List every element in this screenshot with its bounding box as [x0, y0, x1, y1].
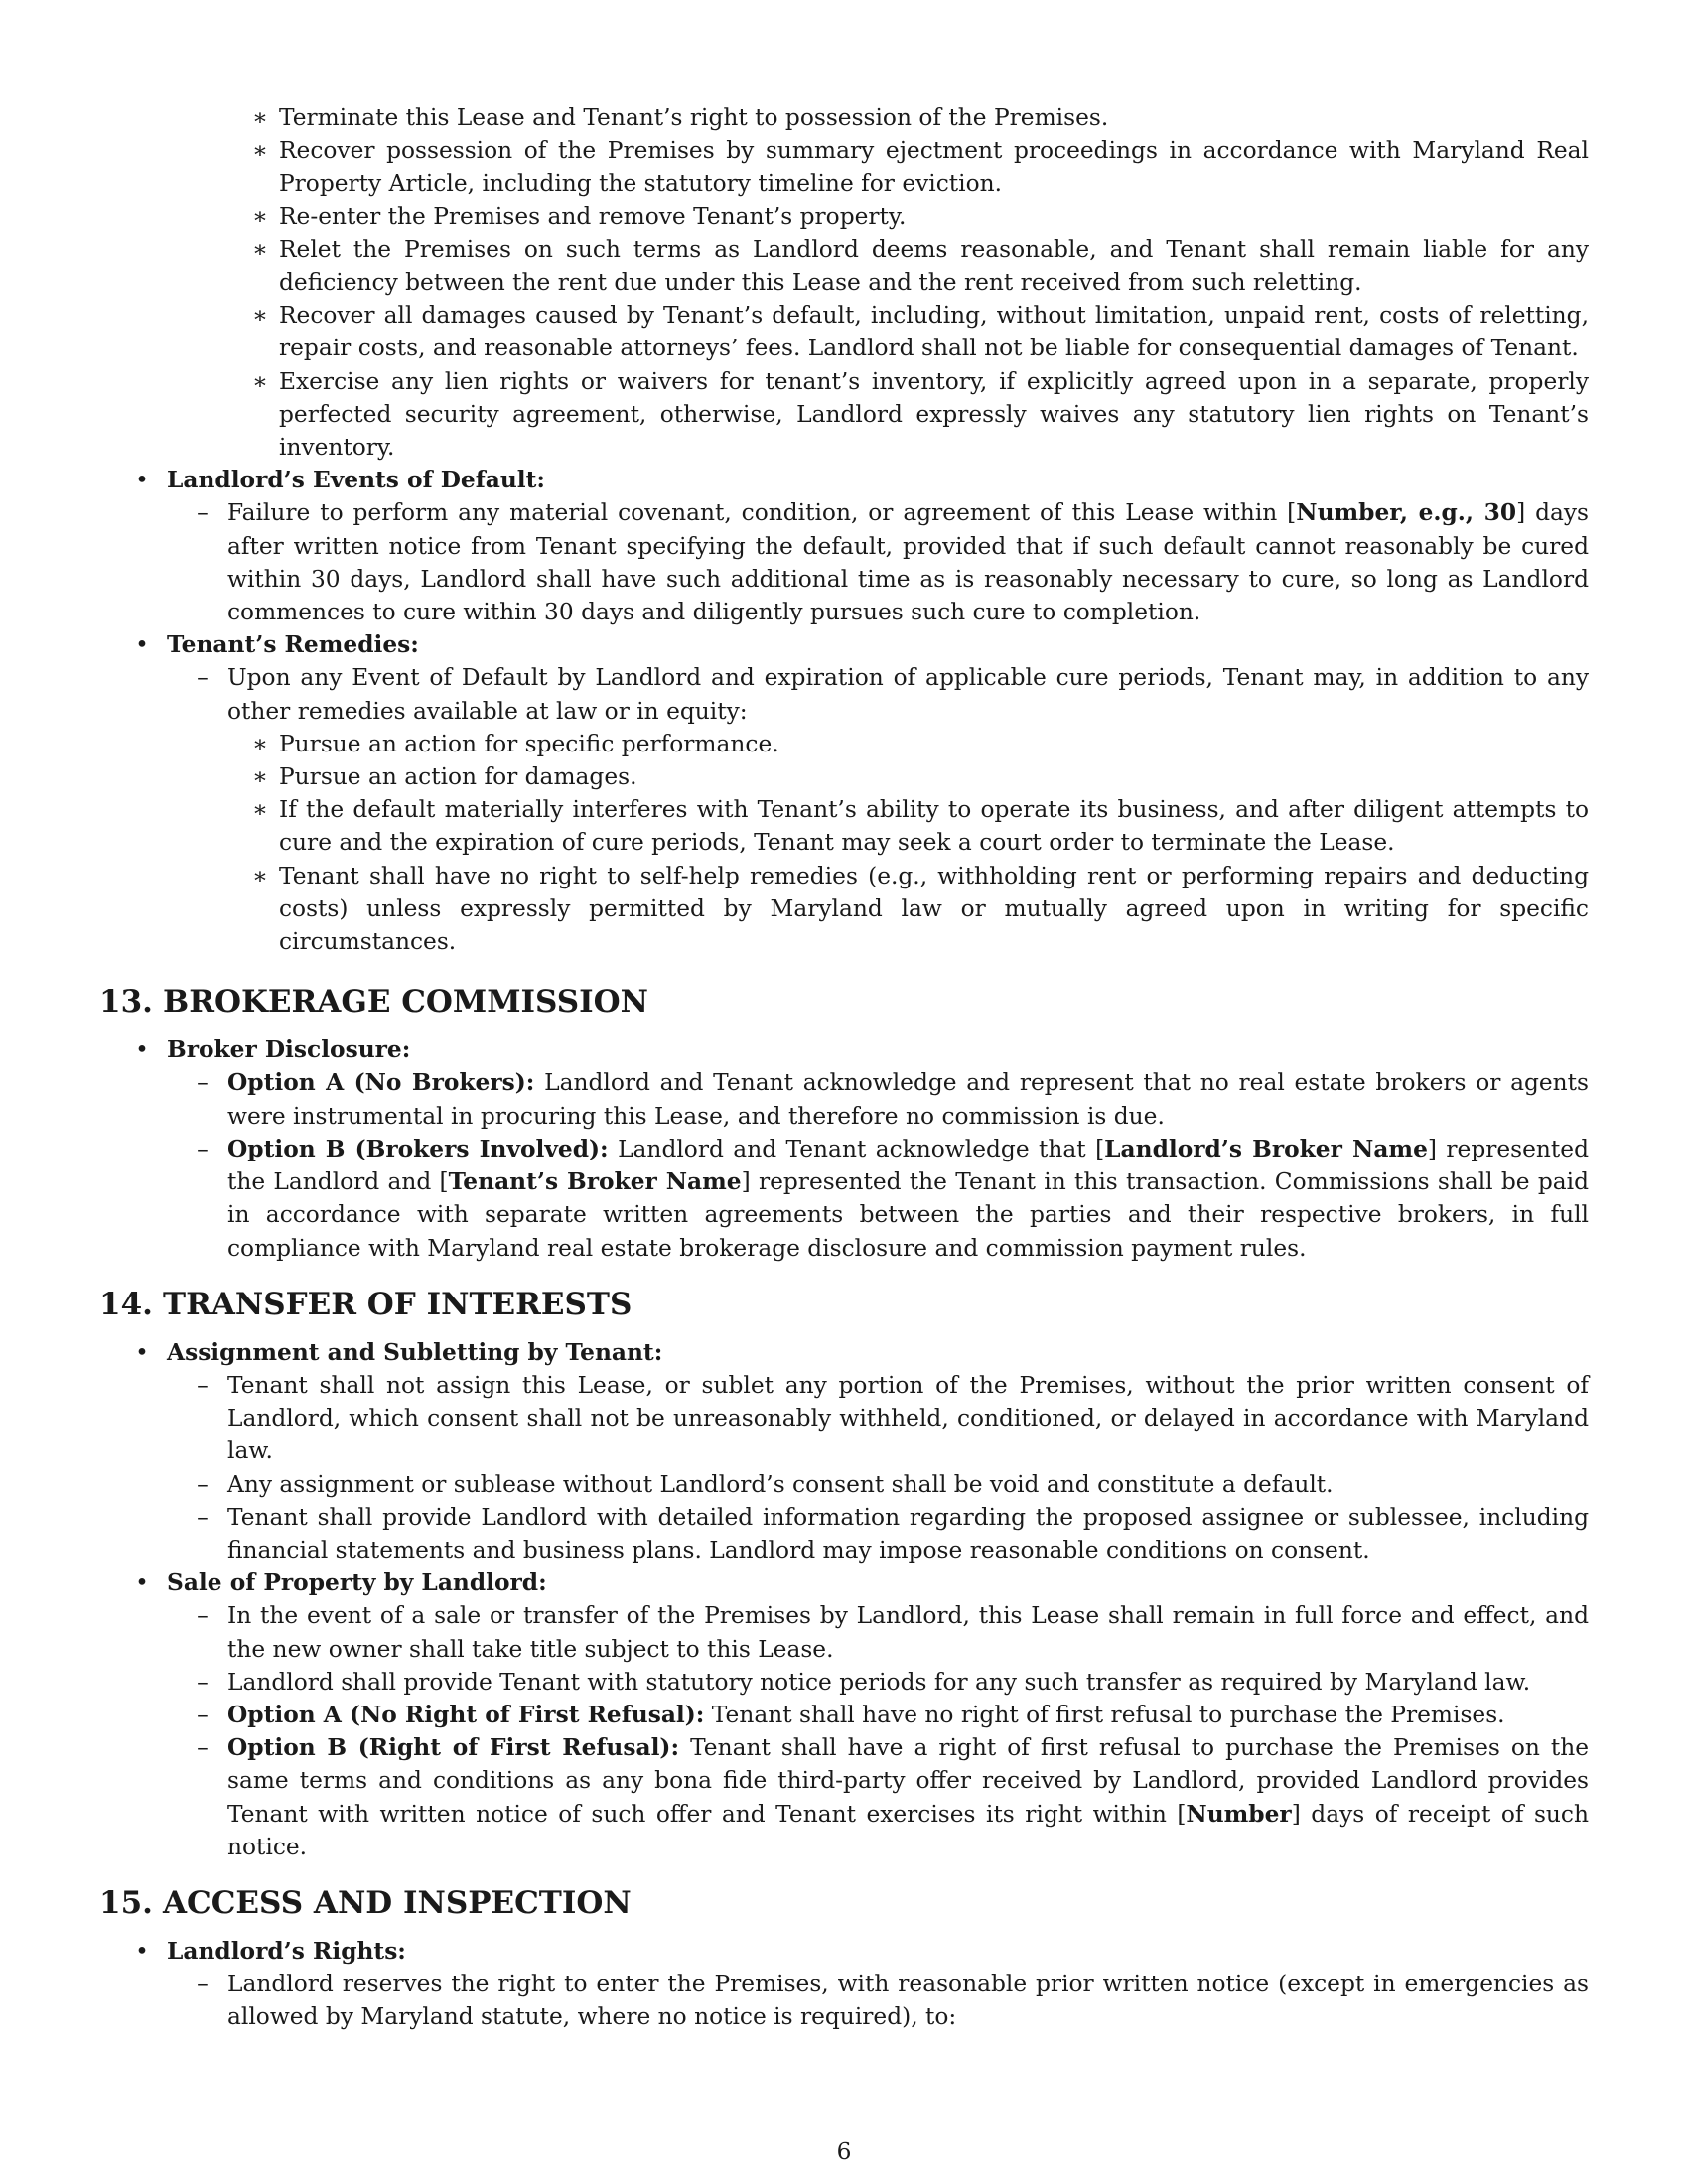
section-13-title: 13. BROKERAGE COMMISSION	[99, 984, 648, 1021]
broker-disclosure-heading: • Broker Disclosure:	[99, 1033, 1589, 1066]
list-item: – Option A (No Right of First Refusal): Tenant shall have no right of first refusal to purchase the Premises.	[99, 1699, 1589, 1731]
list-item: ∗ Recover all damages caused by Tenant’s default, including, without limitation, unpaid rent, costs of reletting, repair costs, and reasonable attorneys’ fees. Landlord shall not be liable for consequential damages of Tenant.	[99, 299, 1589, 364]
dash-bullet-icon: –	[197, 1135, 209, 1162]
asterisk-bullet-icon: ∗	[252, 367, 268, 395]
dash-bullet-icon: –	[197, 1668, 209, 1696]
asterisk-bullet-icon: ∗	[252, 730, 268, 757]
list-item: – Option B (Right of First Refusal): Tenant shall have a right of first refusal to purchase the Premises on the same terms and conditions as any bona fide third-party offer received by Landlord, provided Landlord provides Tenant with written notice of such offer and Tenant exercises its right within [Number] days of receipt of such notice.	[99, 1731, 1589, 1863]
list-item: – Landlord reserves the right to enter the Premises, with reasonable prior written notice (except in emergencies as allowed by Maryland statute, where no notice is required), to:	[99, 1968, 1589, 2033]
list-item: – Landlord shall provide Tenant with statutory notice periods for any such transfer as required by Maryland law.	[99, 1666, 1589, 1699]
dash-bullet-icon: –	[197, 1503, 209, 1531]
list-item: ∗ Exercise any lien rights or waivers for tenant’s inventory, if explicitly agreed upon in a separate, properly perfected security agreement, otherwise, Landlord expressly waives any statutory lien rights on Tenant’s inventory.	[99, 365, 1589, 465]
dash-bullet-icon: –	[197, 664, 209, 692]
section-14-title: 14. TRANSFER OF INTERESTS	[99, 1286, 633, 1322]
list-item: ∗ Relet the Premises on such terms as Landlord deems reasonable, and Tenant shall remain liable for any deficiency between the rent due under this Lease and the rent received from such reletting.	[99, 233, 1589, 299]
bullet-icon: •	[135, 1036, 149, 1064]
list-item: – Failure to perform any material covenant, condition, or agreement of this Lease within [Number, e.g., 30] days after written notice from Tenant specifying the default, provided that if such default cannot reasonably be cured within 30 days, Landlord shall have such additional time as is reasonably necessary to cure, so long as Landlord commences to cure within 30 days and diligently pursues such cure to completion.	[99, 496, 1589, 628]
assignment-heading: • Assignment and Subletting by Tenant:	[99, 1336, 1589, 1369]
dash-bullet-icon: –	[197, 1701, 209, 1728]
asterisk-bullet-icon: ∗	[252, 137, 268, 165]
bullet-icon: •	[135, 1937, 149, 1965]
dash-bullet-icon: –	[197, 499, 209, 527]
asterisk-bullet-icon: ∗	[252, 235, 268, 263]
list-item: – Option B (Brokers Involved): Landlord and Tenant acknowledge that [Landlord’s Broker Name] represented the Landlord and [Tenant’s Broker Name] represented the Tenant in this transaction. Commissions shall be paid in accordance with separate written agreements between the parties and their respective brokers, in full compliance with Maryland real estate brokerage disclosure and commission payment rules.	[99, 1133, 1589, 1265]
list-item: – Upon any Event of Default by Landlord and expiration of applicable cure periods, Tenant may, in addition to any other remedies available at law or in equity:	[99, 661, 1589, 727]
page-number: 6	[836, 2138, 852, 2165]
dash-bullet-icon: –	[197, 1069, 209, 1097]
list-item: – Tenant shall not assign this Lease, or sublet any portion of the Premises, without the prior written consent of Landlord, which consent shall not be unreasonably withheld, conditioned, or delayed in accordance with Maryland law.	[99, 1369, 1589, 1468]
section-15-title: 15. ACCESS AND INSPECTION	[99, 1884, 632, 1921]
dash-bullet-icon: –	[197, 1602, 209, 1630]
tenant-remedies-heading: • Tenant’s Remedies:	[99, 628, 1589, 661]
list-item: ∗ Pursue an action for specific performance.	[99, 728, 1589, 760]
dash-bullet-icon: –	[197, 1971, 209, 1998]
list-item: – Tenant shall provide Landlord with detailed information regarding the proposed assignee or sublessee, including financial statements and business plans. Landlord may impose reasonable conditions on consent.	[99, 1501, 1589, 1567]
asterisk-bullet-icon: ∗	[252, 104, 268, 131]
dash-bullet-icon: –	[197, 1371, 209, 1399]
asterisk-bullet-icon: ∗	[252, 203, 268, 230]
landlord-default-heading: • Landlord’s Events of Default:	[99, 464, 1589, 496]
bullet-icon: •	[135, 467, 149, 494]
bullet-icon: •	[135, 1570, 149, 1597]
asterisk-bullet-icon: ∗	[252, 763, 268, 791]
asterisk-bullet-icon: ∗	[252, 862, 268, 889]
list-item: ∗ Terminate this Lease and Tenant’s right to possession of the Premises.	[99, 101, 1589, 134]
bullet-icon: •	[135, 631, 149, 659]
list-item: ∗ Tenant shall have no right to self-help remedies (e.g., withholding rent or performing repairs and deducting costs) unless expressly permitted by Maryland law or mutually agreed upon in writing for specific circumstances.	[99, 860, 1589, 959]
list-item: ∗ If the default materially interferes with Tenant’s ability to operate its business, and after diligent attempts to cure and the expiration of cure periods, Tenant may seek a court order to terminate the Lease.	[99, 793, 1589, 859]
dash-bullet-icon: –	[197, 1470, 209, 1498]
document-page	[99, 101, 1589, 2034]
asterisk-bullet-icon: ∗	[252, 796, 268, 824]
sale-of-property-heading: • Sale of Property by Landlord:	[99, 1567, 1589, 1599]
bullet-icon: •	[135, 1338, 149, 1366]
list-item: – Option A (No Brokers): Landlord and Tenant acknowledge and represent that no real estate brokers or agents were instrumental in procuring this Lease, and therefore no commission is due.	[99, 1066, 1589, 1132]
list-item: – In the event of a sale or transfer of the Premises by Landlord, this Lease shall remain in full force and effect, and the new owner shall take title subject to this Lease.	[99, 1599, 1589, 1665]
dash-bullet-icon: –	[197, 1734, 209, 1762]
list-item: ∗ Recover possession of the Premises by summary ejectment proceedings in accordance with Maryland Real Property Article, including the statutory timeline for eviction.	[99, 134, 1589, 200]
list-item: ∗ Pursue an action for damages.	[99, 760, 1589, 793]
list-item: ∗ Re-enter the Premises and remove Tenant’s property.	[99, 201, 1589, 233]
landlord-rights-heading: • Landlord’s Rights:	[99, 1935, 1589, 1968]
list-item: – Any assignment or sublease without Landlord’s consent shall be void and constitute a default.	[99, 1468, 1589, 1501]
landlord-remedies-continued	[99, 101, 1589, 464]
asterisk-bullet-icon: ∗	[252, 302, 268, 330]
